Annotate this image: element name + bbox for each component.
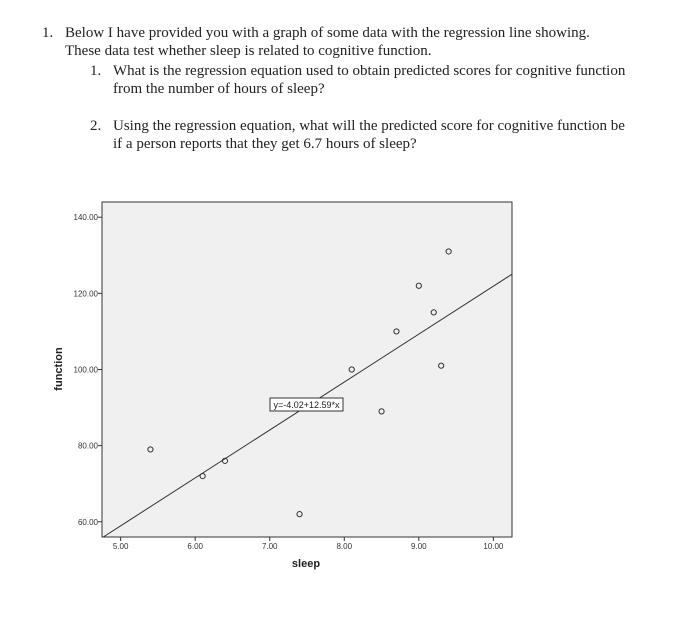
regression-equation-text: y=-4.02+12.59*x <box>273 400 340 410</box>
x-tick-label: 6.00 <box>187 542 203 551</box>
x-axis-label: sleep <box>291 558 321 570</box>
x-tick-label: 5.00 <box>112 542 129 551</box>
subquestion-2-line-2: if a person reports that they get 6.7 hours of sleep? <box>113 136 417 152</box>
x-tick-label: 9.00 <box>411 542 427 551</box>
question-number: 1. <box>42 25 54 41</box>
y-axis-label: function <box>53 347 65 391</box>
y-tick-label: 120.00 <box>73 289 98 299</box>
subquestion-1-line-2: from the number of hours of sleep? <box>113 81 325 97</box>
x-tick-label: 7.00 <box>261 542 278 551</box>
subquestion-2-line-1: Using the regression equation, what will the predicted score for cognitive function be <box>113 118 625 134</box>
subquestion-2-number: 2. <box>90 118 102 134</box>
y-tick-label: 80.00 <box>77 441 98 451</box>
regression-equation-label <box>270 398 343 411</box>
subquestion-1-line-1: What is the regression equation used to obtain predicted scores for cognitive function <box>113 63 626 79</box>
question-text-line-1: Below I have provided you with a graph of some data with the regression line showing. <box>65 25 590 41</box>
y-tick-label: 140.00 <box>73 213 98 223</box>
x-axis <box>113 537 504 551</box>
y-axis <box>74 213 102 527</box>
subquestion-1-number: 1. <box>90 63 102 79</box>
y-tick-label: 100.00 <box>73 365 98 375</box>
x-tick-label: 8.00 <box>336 542 353 551</box>
y-tick-label: 60.00 <box>77 517 98 527</box>
question-text-line-2: These data test whether sleep is related to cognitive function. <box>65 43 432 59</box>
x-tick-label: 10.00 <box>483 542 504 551</box>
plot-area <box>102 202 512 537</box>
